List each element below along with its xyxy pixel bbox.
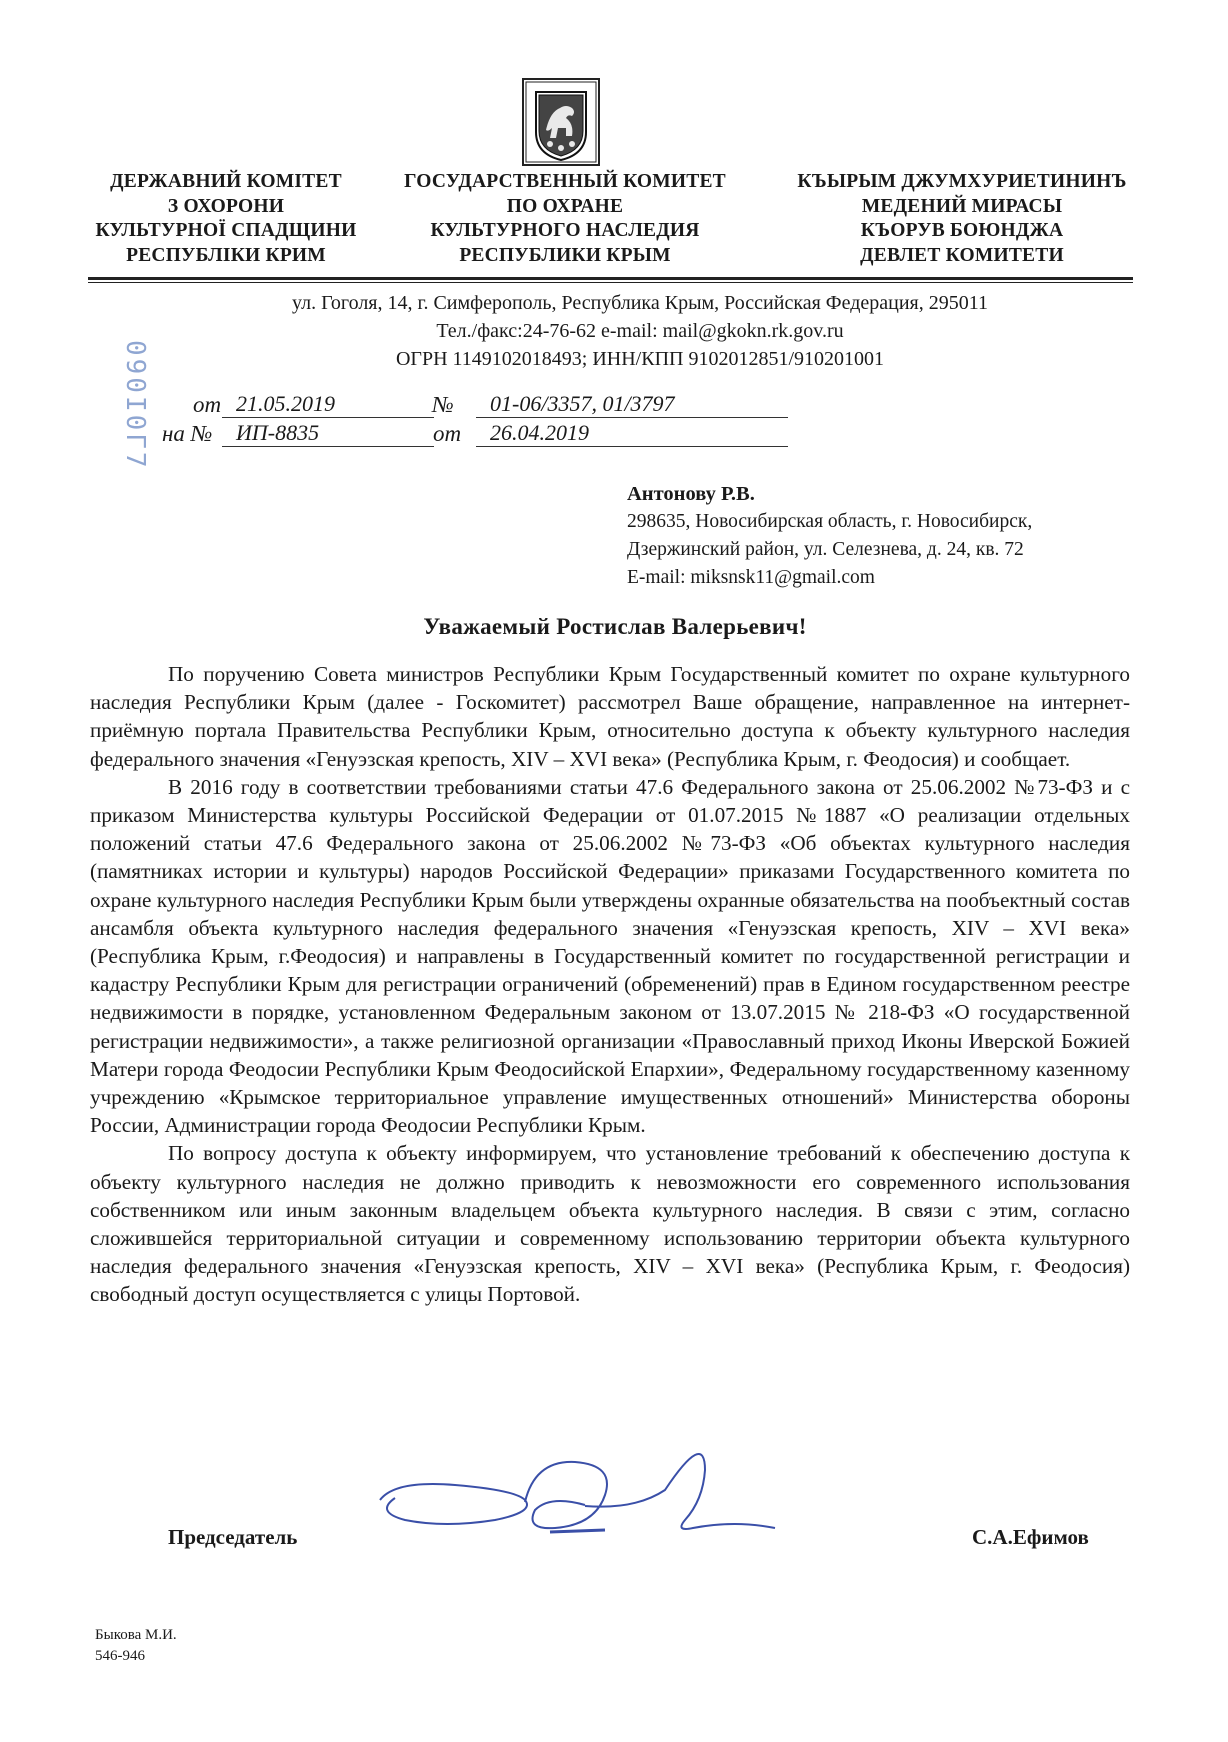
signatory-name: С.А.Ефимов (972, 1525, 1089, 1549)
letter-body (90, 660, 1130, 1309)
header-ua-line: КУЛЬТУРНОЇ СПАДЩИНИ (95, 220, 357, 241)
handwritten-signature (375, 1440, 795, 1560)
from-label: от (193, 392, 222, 417)
header-ukrainian (72, 170, 380, 268)
recipient-name: Антонову Р.В. (627, 483, 755, 505)
header-ru-line: КУЛЬТУРНОГО НАСЛЕДИЯ (430, 220, 700, 241)
incoming-stamp (104, 340, 164, 480)
stamp-number: 090I0Г7 (120, 340, 150, 471)
executor-phone: 546-946 (95, 1648, 145, 1664)
header-ru-line: РЕСПУБЛИКИ КРЫМ (459, 244, 671, 266)
recipient-email: E-mail: miksnsk11@gmail.com (627, 567, 875, 588)
header-qt-line: КЪЫРЫМ ДЖУМХУРИЕТИНИНЪ (797, 171, 1127, 192)
outgoing-date: 21.05.2019 (222, 390, 434, 418)
recipient-address-line: 298635, Новосибирская область, г. Новосибирск, (627, 511, 1033, 532)
reference-number: ИП-8835 (222, 419, 434, 447)
executor-name: Быкова М.И. (95, 1627, 177, 1643)
registration-ids-line: ОГРН 1149102018493; ИНН/КПП 9102012851/910201001 (395, 348, 885, 370)
executor-block (95, 1625, 177, 1667)
header-divider-thin (88, 282, 1133, 283)
header-ua-line: РЕСПУБЛІКИ КРИМ (126, 244, 326, 266)
header-qt-line: ДЕВЛЕТ КОМИТЕТИ (860, 244, 1064, 266)
reference-date: 26.04.2019 (476, 419, 788, 447)
signatory-title: Председатель (168, 1525, 298, 1549)
salutation: Уважаемый Ростислав Валерьевич! (423, 614, 807, 639)
number-label: № (432, 392, 454, 417)
body-paragraph: По вопросу доступа к объекту информируем, что установление требований к обеспечению доступа к объекту культурного наследия не должно приводить к невозможности его современного использования собственником или иным законным владельцем объекта культурного наследия. В связи с этим, согласно сложившейся территориальной ситуации и современному использованию территории объекта культурного наследия федерального значения «Генуэзская крепость, XIV – XVI века» (Республика Крым, г. Феодосия) свободный доступ осуществляется с улицы Портовой. (90, 1141, 1130, 1307)
header-crimean-tatar (772, 170, 1152, 268)
header-qt-line: МЕДЕНИЙ МИРАСЫ (861, 195, 1063, 217)
recipient-address-line: Дзержинский район, ул. Селезнева, д. 24, кв. 72 (627, 539, 1024, 560)
header-russian (390, 170, 740, 268)
reference-label: на № (162, 421, 213, 446)
header-qt-line: КЪОРУВ БОЮНДЖА (860, 220, 1064, 241)
header-divider-thick (88, 277, 1133, 280)
coat-of-arms-icon (522, 78, 600, 166)
body-paragraph: По поручению Совета министров Республики Крым Государственный комитет по охране культурного наследия Республики Крым (далее - Госкомитет) рассмотрел Ваше обращение, направленное на интернет-приёмную портала Правительства Республики Крым, относительно доступа к объекту культурного наследия федерального значения «Генуэзская крепость, XIV – XVI века» (Республика Крым, г. Феодосия) и сообщает. (90, 662, 1130, 771)
recipient-block (627, 480, 1032, 592)
header-ua-line: З ОХОРОНИ (167, 195, 285, 217)
header-ru-line: ГОСУДАРСТВЕННЫЙ КОМИТЕТ (404, 171, 726, 192)
body-paragraph: В 2016 году в соответствии требованиями статьи 47.6 Федерального закона от 25.06.2002 №73-ФЗ и с приказом Министерства культуры Российской Федерации от 01.07.2015 №1887 «О реализации отдельных положений статьи 47.6 Федерального закона от 25.06.2002 №73-ФЗ «Об объектах культурного наследия (памятниках истории и культуры) народов Российской Федерации» приказами Государственного комитета по охране культурного наследия Республики Крым были утверждены охранные обязательства на пообъектный состав ансамбля объекта культурного наследия федерального значения «Генуэзская крепость, XIV – XVI века» (Республика Крым, г.Феодосия) и направлены в Государственный комитет по государственной регистрации и кадастру Республики Крым для регистрации ограничений (обременений) прав в Едином государственном реестре недвижимости в порядке, установленном Федеральным законом от 13.07.2015 № 218-ФЗ «О государственной регистрации недвижимости», а также религиозной организации «Православный приход Иконы Иверской Божией Матери города Феодосии Республики Крым Феодосийской Епархии», Федеральному государственному казенному учреждению «Крымское территориальное управление имущественных отношений» Министерства обороны России, Администрации города Феодосии Республики Крым. (90, 774, 1130, 1138)
header-ru-line: ПО ОХРАНЕ (506, 195, 624, 217)
outgoing-number: 01-06/3357, 01/3797 (476, 390, 788, 418)
contact-line: Тел./факс:24-76-62 e-mail: mail@gkokn.rk.gov.ru (436, 320, 844, 342)
header-ua-line: ДЕРЖАВНИЙ КОМІТЕТ (110, 171, 342, 192)
reference-date-label: от (433, 421, 462, 446)
address-line: ул. Гоголя, 14, г. Симферополь, Республика Крым, Российская Федерация, 295011 (291, 292, 989, 314)
